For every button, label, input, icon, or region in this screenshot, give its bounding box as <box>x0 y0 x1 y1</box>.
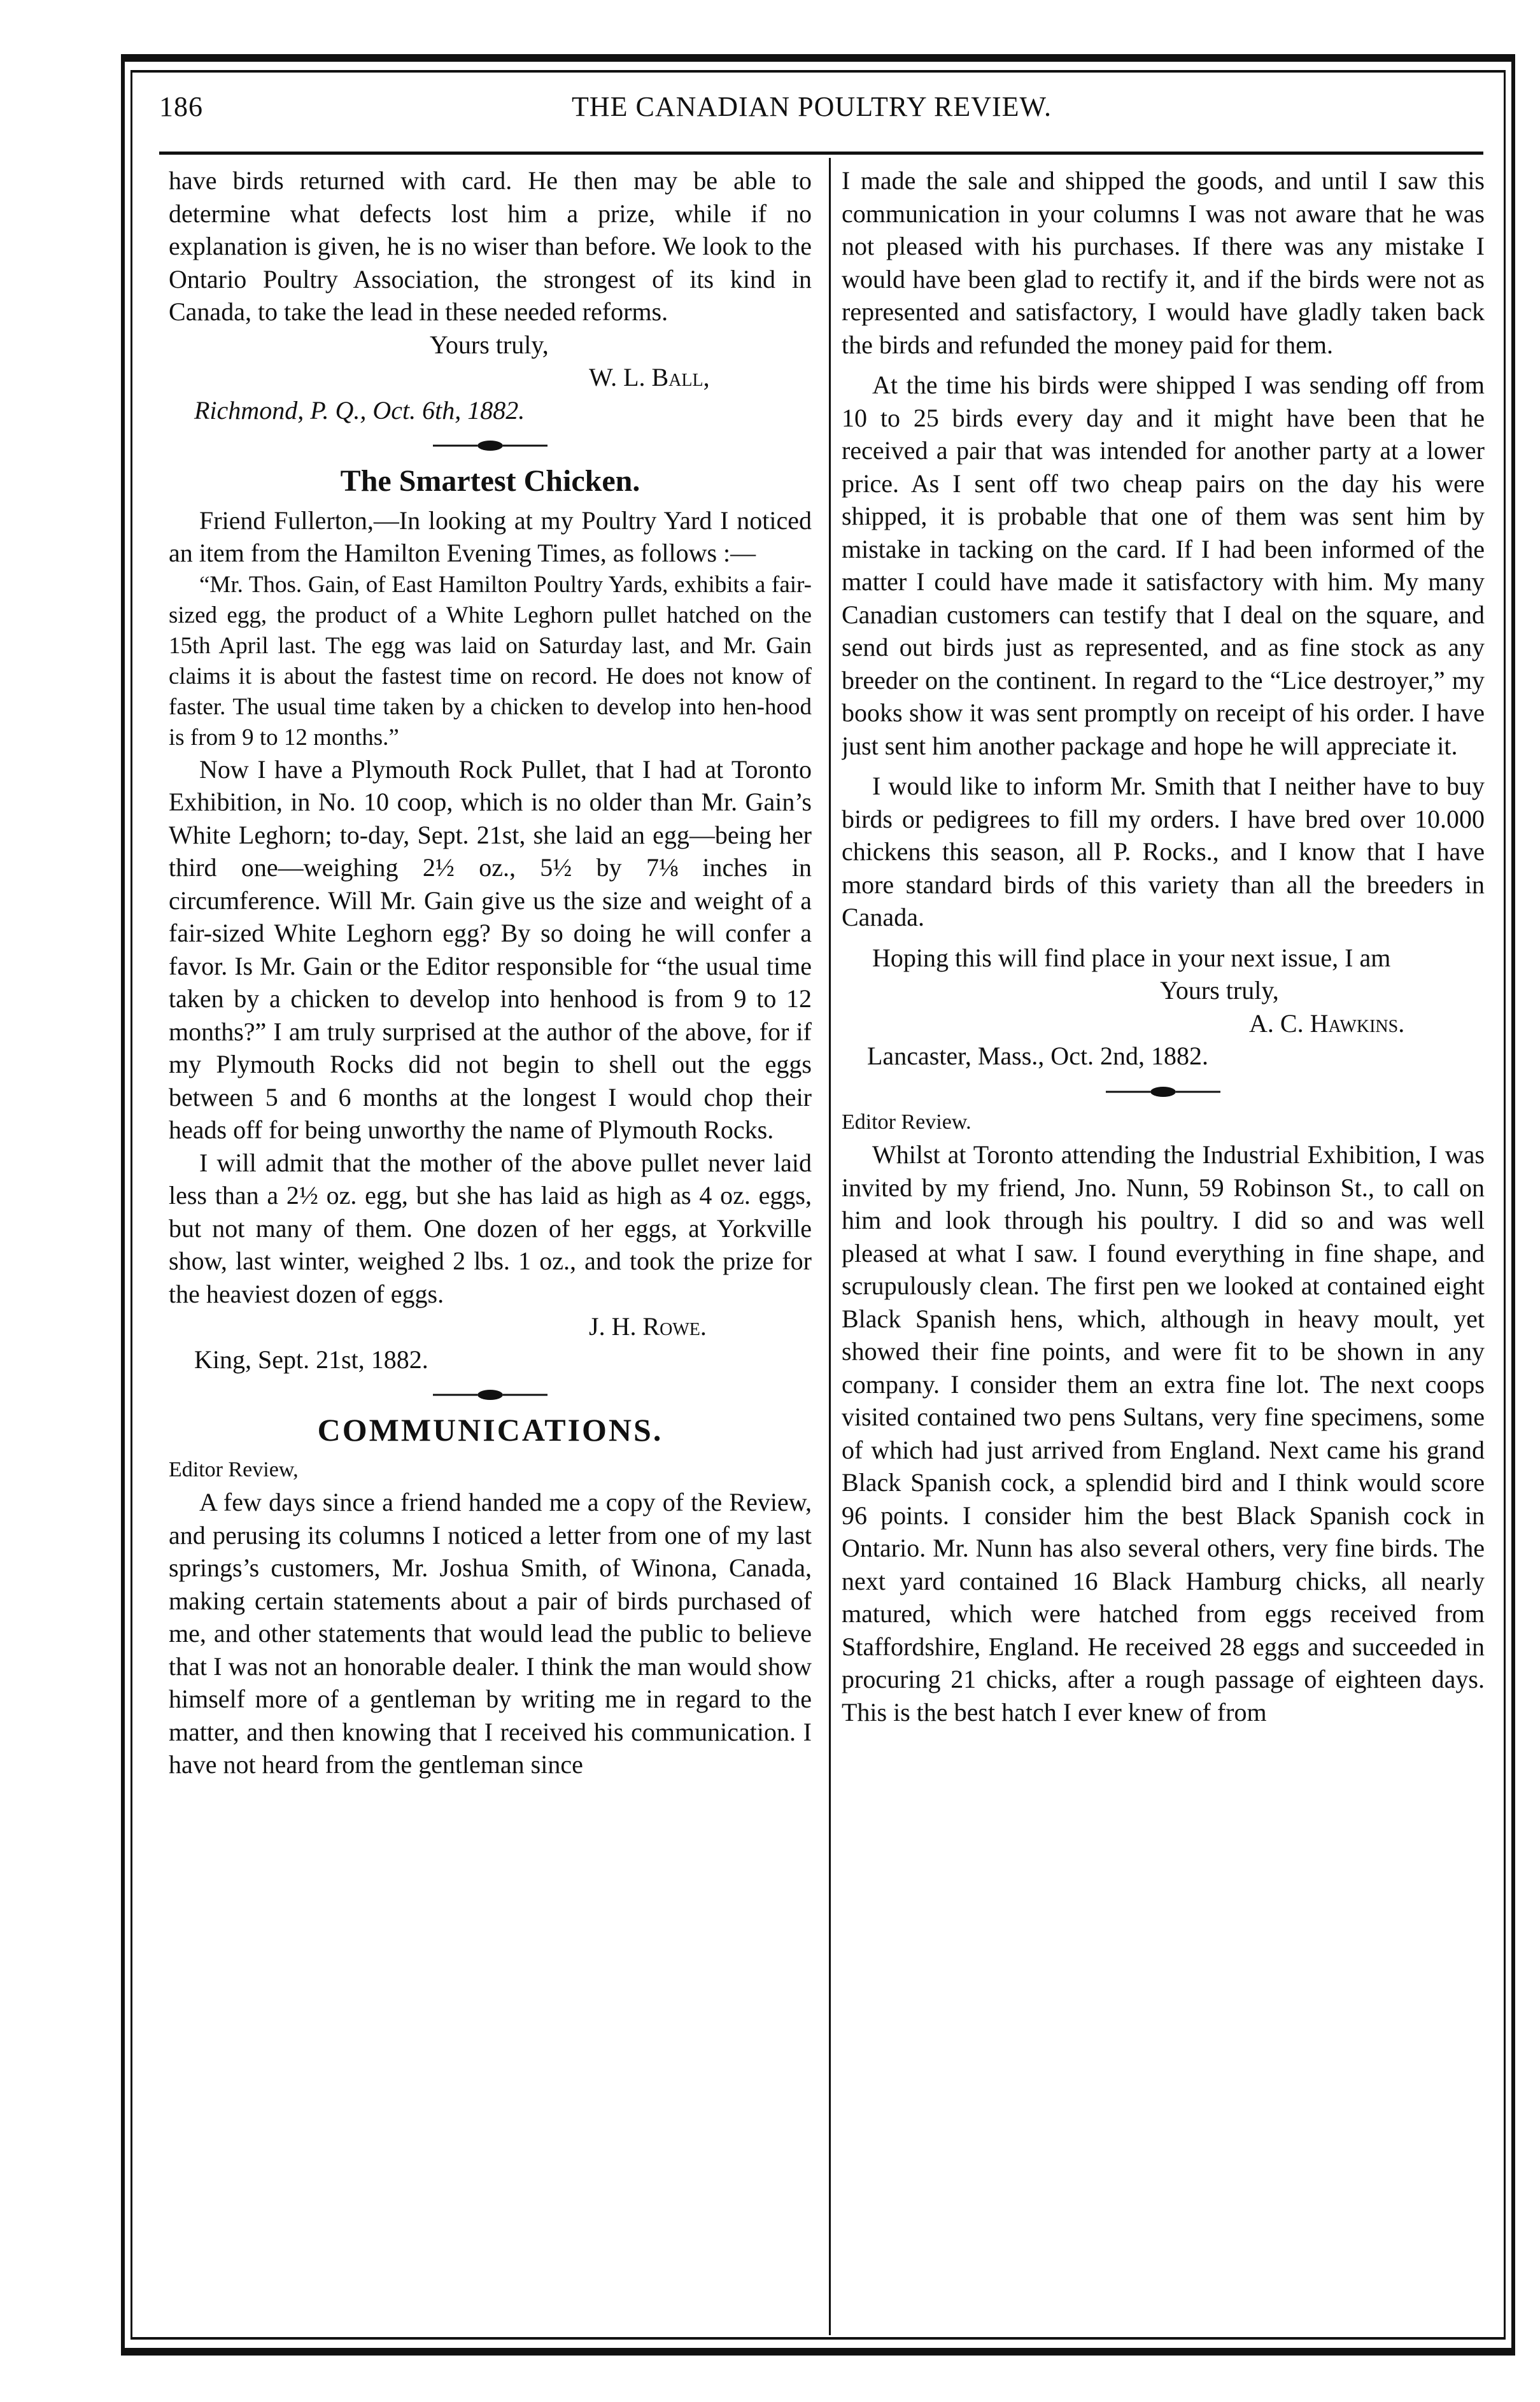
page-number: 186 <box>159 91 203 122</box>
signature-name: J. H. Rowe. <box>589 1312 707 1341</box>
paragraph: I made the sale and shipped the goods, and until I saw this communication in your columns I was not aware that he was not pleased with his purchases. If there was any mistake I would have been glad to rectify it, and if the birds were not as represented and satisfactory, I would have gladly taken back the birds and refunded the money paid for them. <box>842 166 1485 359</box>
header-rule <box>159 152 1483 155</box>
ornament-divider <box>842 1077 1485 1102</box>
paragraph: I will admit that the mother of the above pullet never laid less than a 2½ oz. egg, but she has laid as high as 4 oz. eggs, but not many of them. One dozen of her eggs, at Yorkville show, last winter, weighed 2 lbs. 1 oz., and took the prize for the heaviest dozen of eggs. <box>169 1148 812 1308</box>
page-header <box>159 83 1464 134</box>
paragraph: Whilst at Toronto attending the Industrial Exhibition, I was invited by my friend, Jno. Nunn, 59 Robinson St., to call on him and look through his poultry. I did so and was well pleased at what I saw. I found everything in fine shape, and scrupulously clean. The first pen we looked at contained eight Black Spanish hens, which, although in heavy moult, yet showed their fine points, and were fit to be shown in any company. I consider them an extra fine lot. The next coops visited contained two pens Sultans, very fine specimens, some of which had just arrived from England. Next came his grand Black Spanish cock, a splendid bird and I think would score 96 points. I consider him the best Black Spanish cock in Ontario. Mr. Nunn has also several others, very fine birds. The next yard contained 16 Black Hamburg chicks, all nearly matured, which were hatched from eggs received from Staffordshire, England. He received 28 eggs and succeeded in procuring 21 chicks, after a rough passage of eighteen days. This is the best hatch I ever knew of from <box>842 1140 1485 1727</box>
salutation-label: Editor Review, <box>169 1457 299 1481</box>
paragraph: Hoping this will find place in your next issue, I am <box>872 943 1391 972</box>
column-divider <box>829 158 831 2335</box>
article-heading: The Smartest Chicken. <box>340 464 640 498</box>
right-column <box>842 164 1485 2329</box>
signature-place: Lancaster, Mass., Oct. 2nd, 1882. <box>867 1042 1209 1070</box>
section-heading: COMMUNICATIONS. <box>317 1412 663 1448</box>
paragraph: At the time his birds were shipped I was sending off from 10 to 25 birds every day and it might have been that he received a pair that was intended for another party at a lower price. As I sent off two cheap pairs on the day his were shipped, it is probable that one of them was sent him by mistake in tacking on the card. If I had been informed of the matter I could have made it satisfactory with him. My many Canadian customers can testify that I deal on the square, and send out birds just as represented, and as fine stock as any breeder on the continent. In regard to the “Lice destroyer,” my books show it was sent promptly on receipt of his order. I have just sent him another package and hope he will appreciate it. <box>842 371 1485 760</box>
paragraph: I would like to inform Mr. Smith that I neither have to buy birds or pedigrees to fill my orders. I have bred over 10.000 chickens this season, all P. Rocks., and I know that I have more standard birds of this variety than all the breeders in Canada. <box>842 772 1485 931</box>
paragraph: have birds returned with card. He then may be able to determine what defects lost him a prize, while if no explanation is given, he is no wiser than before. We look to the Ontario Poultry Association, the strongest of its kind in Canada, to take the lead in these needed reforms. <box>169 166 812 326</box>
signature-place: Richmond, P. Q., Oct. 6th, 1882. <box>194 395 525 425</box>
paragraph: Friend Fullerton,—In looking at my Poultry Yard I noticed an item from the Hamilton Evening Times, as follows :— <box>169 505 812 567</box>
paragraph: A few days since a friend handed me a copy of the Review, and perusing its columns I noticed a letter from one of my last springs’s customers, Mr. Joshua Smith, of Winona, Canada, making certain statements about a pair of birds purchased of me, and other statements that would lead the public to believe that I was not an honorable dealer. I think the man would show himself more of a gentleman by writing me in regard to the matter, and then knowing that I received his communication. I have not heard from the gentleman since <box>169 1488 812 1779</box>
signature-name: A. C. Hawkins. <box>1249 1008 1405 1038</box>
signature-place: King, Sept. 21st, 1882. <box>194 1345 428 1374</box>
signature-name: W. L. Ball, <box>589 363 710 392</box>
left-column <box>169 164 812 2329</box>
signature-greeting: Yours truly, <box>1160 976 1279 1005</box>
paragraph: Now I have a Plymouth Rock Pullet, that I had at Toronto Exhibition, in No. 10 coop, which is no older than Mr. Gain’s White Leghorn; to-day, Sept. 21st, she laid an egg—being her third one—weighing 2½ oz., 5½ by 7⅛ inches in circumference. Will Mr. Gain give us the size and weight of a fair-sized White Leghorn egg? By so doing he will confer a favor. Is Mr. Gain or the Editor responsible for “the usual time taken by a chicken to develop into henhood is from 9 to 12 months?” I am truly surprised at the author of the above, for if my Plymouth Rocks did not begin to shell out the eggs between 5 and 6 months at the longest I would chop their heads off for being unworthy the name of Plymouth Rocks. <box>169 754 812 1144</box>
quoted-paragraph: “Mr. Thos. Gain, of East Hamilton Poultry Yards, exhibits a fair-sized egg, the product of a White Leghorn pullet hatched on the 15th April last. The egg was laid on Saturday last, and Mr. Gain claims it is about the fastest time on record. He does not know of faster. The usual time taken by a chicken to develop into hen-hood is from 9 to 12 months.” <box>169 571 812 751</box>
signature-greeting: Yours truly, <box>430 330 549 359</box>
ornament-divider <box>169 430 812 456</box>
salutation-label: Editor Review. <box>842 1110 971 1134</box>
ornament-divider <box>169 1380 812 1405</box>
running-title: THE CANADIAN POULTRY REVIEW. <box>572 91 1052 122</box>
